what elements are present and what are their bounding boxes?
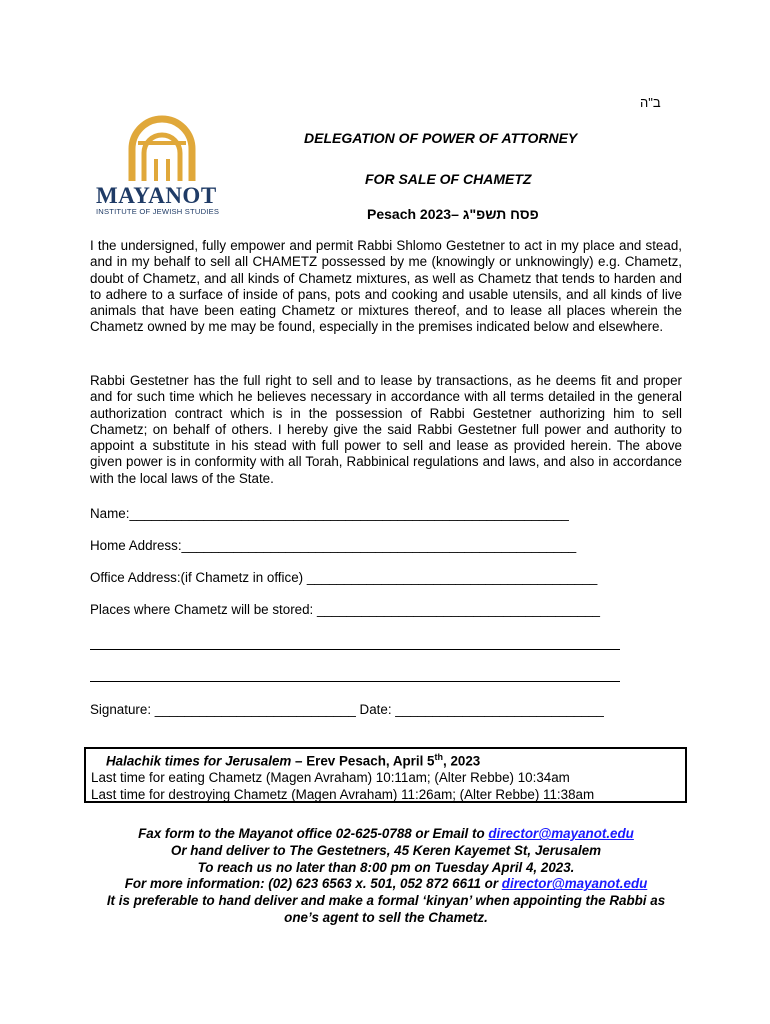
home-address-field[interactable]: Home Address:_____________________________________________________ — [90, 538, 577, 553]
logo-name: MAYANOT — [96, 183, 217, 208]
paragraph-delegation: I the undersigned, fully empower and permit Rabbi Shlomo Gestetner to act in my place and stead, and in my behalf to sell all CHAMETZ possessed by me (knowingly or unknowingly) e.g. Chametz, doubt of Chametz, and all kinds of Chametz mixtures, as well as Chametz that tends to harden and to adhere to a surface of inside of pans, pots and cooking and usable utensils, and all kinds of live animals that have been eating Chametz or mixtures thereof, and to lease all places wherein the Chametz owned by me may be found, especially in the premises indicated below and elsewhere. — [90, 238, 682, 335]
extra-line-1[interactable] — [90, 649, 620, 650]
halachik-title: Halachik times for Jerusalem – Erev Pesach, April 5th, 2023 — [106, 752, 481, 769]
office-address-field[interactable]: Office Address:(if Chametz in office) _______________________________________ — [90, 570, 598, 585]
bh-header: ב"ה — [640, 95, 661, 110]
footer-instructions: Fax form to the Mayanot office 02-625-0788 or Email to director@mayanot.edu Or hand deliver to The Gestetners, 45 Keren Kayemet St, Jerusalem To reach us no later than 8:00 pm on Tuesday April 4, 2023. For more information: (02) 623 6563 x. 501, 052 872 6611 or director@mayanot.edu It is preferable to hand deliver and make a formal ‘kinyan’ when appointing the Rabbi as one’s agent to sell the Chametz. — [106, 826, 666, 925]
email-link-2[interactable]: director@mayanot.edu — [501, 876, 648, 892]
page-subtitle: FOR SALE OF CHAMETZ — [365, 171, 532, 187]
pesach-year: Pesach 2023– פסח תשפ"ג — [367, 206, 539, 222]
logo-subtitle: INSTITUTE OF JEWISH STUDIES — [96, 207, 220, 216]
name-field[interactable]: Name:___________________________________________________________ — [90, 506, 569, 521]
page-title: DELEGATION OF POWER OF ATTORNEY — [304, 130, 578, 146]
destroying-time: Last time for destroying Chametz (Magen Avraham) 11:26am; (Alter Rebbe) 11:38am — [91, 787, 595, 802]
eating-time: Last time for eating Chametz (Magen Avraham) 10:11am; (Alter Rebbe) 10:34am — [91, 770, 570, 785]
paragraph-rights: Rabbi Gestetner has the full right to sell and to lease by transactions, as he deems fit and proper and for such time which he believes necessary in accordance with all terms detailed in the general authorization contract which is in the possession of Rabbi Gestetner authorizing him to sell Chametz; on behalf of others. I hereby give the said Rabbi Gestetner full power and authority to appoint a substitute in his stead with full power to sell and lease as provided herein. The above given power is in conformity with all Torah, Rabbinical regulations and laws, and also in accordance with the local laws of the State. — [90, 373, 682, 486]
storage-places-field[interactable]: Places where Chametz will be stored: ______________________________________ — [90, 602, 600, 617]
signature-date-field[interactable]: Signature: ___________________________ Date: ____________________________ — [90, 702, 604, 717]
extra-line-2[interactable] — [90, 681, 620, 682]
email-link[interactable]: director@mayanot.edu — [488, 826, 634, 841]
